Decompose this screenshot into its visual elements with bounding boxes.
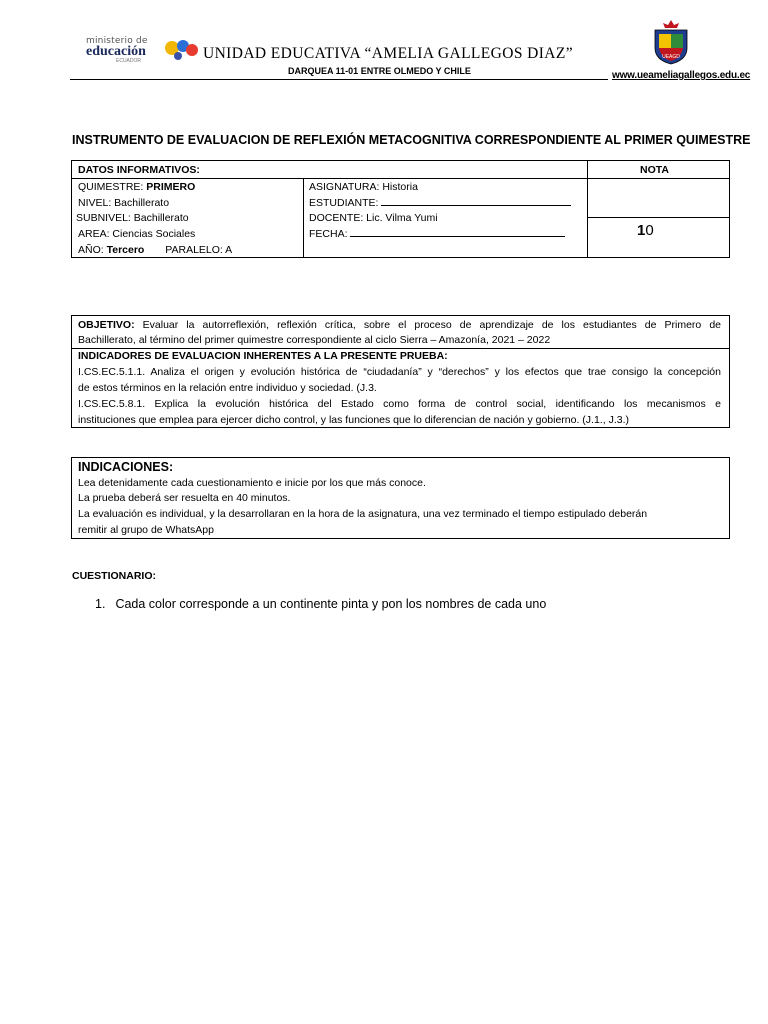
nota-digit-1: 1 — [637, 222, 646, 239]
nota-digit-2: 0 — [645, 222, 654, 239]
document-title: INSTRUMENTO DE EVALUACION DE REFLEXIÓN METACOGNITIVA CORRESPONDIENTE AL PRIMER QUIMESTRE — [72, 133, 751, 147]
objetivo-label: OBJETIVO: — [78, 319, 135, 331]
datos-informativos-table — [71, 160, 730, 258]
subnivel: SUBNIVEL: Bachillerato — [76, 212, 189, 224]
indicacion-2: La prueba deberá ser resuelta en 40 minutos. — [78, 492, 291, 504]
question-1 — [95, 597, 546, 611]
anio-value: Tercero — [106, 244, 145, 256]
anio-row — [78, 242, 232, 258]
ministry-logo-line2: educación — [86, 44, 146, 59]
docente: DOCENTE: Lic. Vilma Yumi — [309, 212, 438, 224]
school-crest-icon — [649, 18, 693, 66]
ministry-logo — [86, 36, 196, 66]
indicador-2-line2: instituciones que emplea para ejercer dicho control, y las funciones que lo diferencian de nación y gobierno. (J.1., J.3.) — [78, 414, 629, 426]
header-divider — [70, 79, 608, 80]
objetivo-box — [71, 315, 730, 428]
indicador-2-line1: I.CS.EC.5.8.1. Explica la evolución histórica del Estado como forma de control social, identificando los mecanismos e — [78, 398, 721, 410]
school-name: UNIDAD EDUCATIVA “AMELIA GALLEGOS DIAZ” — [203, 45, 574, 62]
cuestionario-label: CUESTIONARIO: — [72, 570, 156, 582]
objetivo-line1 — [78, 317, 721, 333]
crest-text: UEAGD — [662, 54, 680, 60]
estudiante-label: ESTUDIANTE: — [309, 197, 382, 209]
objetivo-text-1: Evaluar la autorreflexión, reflexión crítica, sobre el proceso de aprendizaje de los estudiantes de Primero de — [134, 319, 721, 331]
question-1-number: 1. — [95, 597, 106, 611]
question-1-text: Cada color corresponde a un continente pinta y pon los nombres de cada uno — [115, 597, 547, 611]
datos-header: DATOS INFORMATIVOS: — [78, 164, 200, 176]
estudiante-field[interactable] — [381, 195, 571, 206]
nota-value[interactable] — [637, 222, 654, 239]
quimestre-label: QUIMESTRE: — [78, 181, 147, 193]
ministry-logo-icon — [164, 38, 200, 62]
indicadores-title: INDICADORES DE EVALUACION INHERENTES A LA PRESENTE PRUEBA: — [78, 350, 448, 362]
anio-label: AÑO: — [78, 244, 107, 256]
objetivo-line2: Bachillerato, al término del primer quimestre correspondiente al ciclo Sierra – Amazonía, 2021 – 2022 — [78, 334, 551, 346]
school-address: DARQUEA 11-01 ENTRE OLMEDO Y CHILE — [288, 66, 471, 76]
indicador-1-line2: de estos términos en la relación entre individuo y sociedad. (J.3. — [78, 382, 377, 394]
nota-header: NOTA — [640, 164, 669, 176]
quimestre-value: PRIMERO — [146, 181, 196, 193]
asignatura: ASIGNATURA: Historia — [309, 181, 418, 193]
fecha-label: FECHA: — [309, 228, 351, 240]
quimestre-row — [78, 179, 195, 195]
ministry-logo-line3: ECUADOR — [116, 58, 142, 64]
indicacion-3: La evaluación es individual, y la desarrollaran en la hora de la asignatura, una vez terminado el tiempo estipulado deberán — [78, 508, 648, 520]
nivel: NIVEL: Bachillerato — [78, 197, 170, 209]
indicaciones-box — [71, 457, 730, 539]
indicacion-1: Lea detenidamente cada cuestionamiento e inicie por los que más conoce. — [78, 477, 426, 489]
indicador-1-line1: I.CS.EC.5.1.1. Analiza el origen y evolución histórica de “ciudadanía” y “derechos” y los efectos que trae consigo la concepción — [78, 366, 721, 378]
indicacion-4: remitir al grupo de WhatsApp — [78, 524, 214, 536]
area: AREA: Ciencias Sociales — [78, 228, 196, 240]
ministry-logo-line1: ministerio de — [86, 36, 148, 46]
estudiante-row — [309, 195, 571, 211]
paralelo: PARALELO: A — [165, 244, 233, 256]
fecha-field[interactable] — [350, 226, 565, 237]
indicaciones-title: INDICACIONES: — [78, 460, 174, 474]
school-website-link[interactable]: www.ueameliagallegos.edu.ec — [612, 70, 751, 81]
fecha-row — [309, 226, 565, 242]
